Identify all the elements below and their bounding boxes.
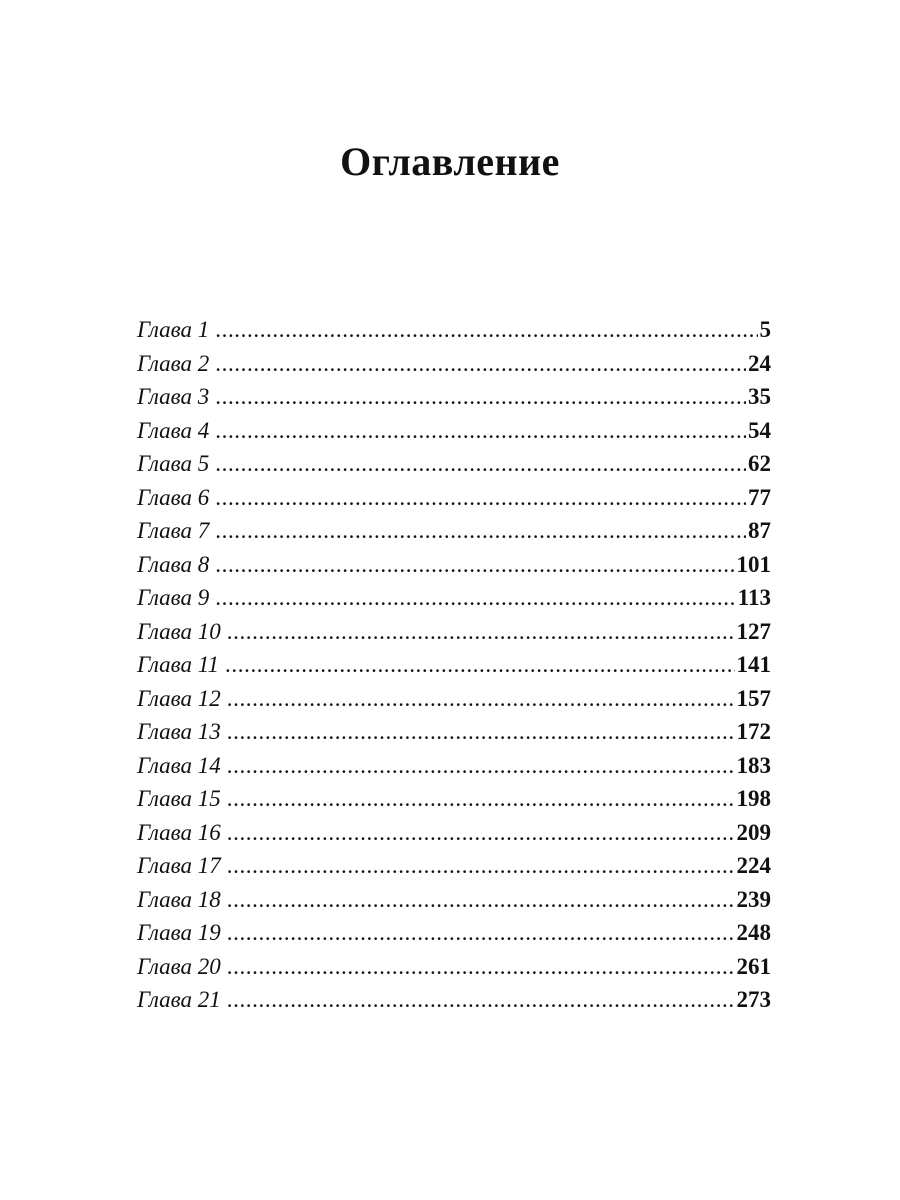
toc-dot-leader xyxy=(227,916,735,950)
toc-dot-leader xyxy=(225,648,734,682)
toc-page-number: 113 xyxy=(737,585,771,610)
toc-chapter-label: Глава 9 xyxy=(137,585,210,610)
toc-chapter-label: Глава 18 xyxy=(137,886,221,912)
toc-dot-leader xyxy=(227,816,735,850)
toc-chapter-label: Глава 20 xyxy=(137,953,221,979)
toc-chapter-label: Глава 17 xyxy=(137,853,221,878)
toc-dot-leader xyxy=(227,950,735,984)
toc-dot-leader xyxy=(227,682,735,716)
toc-page-number: 24 xyxy=(748,350,771,376)
toc-chapter-label: Глава 13 xyxy=(137,719,221,744)
toc-page-number: 248 xyxy=(736,920,771,945)
toc-chapter-label: Глава 8 xyxy=(137,551,210,577)
toc-dot-leader xyxy=(227,615,735,649)
toc-chapter-label: Глава 4 xyxy=(137,417,210,443)
toc-entry-chapter-18[interactable] xyxy=(137,883,771,917)
page-title: Оглавление xyxy=(340,139,560,184)
toc-page-number: 273 xyxy=(736,987,771,1012)
toc-chapter-label: Глава 21 xyxy=(137,987,221,1012)
toc-page-number: 127 xyxy=(736,618,771,644)
table-of-contents xyxy=(137,313,771,1017)
toc-chapter-label: Глава 1 xyxy=(137,317,210,342)
toc-dot-leader xyxy=(227,782,735,816)
toc-entry-chapter-12[interactable] xyxy=(137,682,771,716)
toc-page-number: 54 xyxy=(748,417,771,443)
toc-dot-leader xyxy=(227,983,735,1017)
toc-entry-chapter-7[interactable] xyxy=(137,514,771,548)
toc-chapter-label: Глава 5 xyxy=(137,451,210,476)
toc-page-number: 141 xyxy=(736,652,771,677)
toc-dot-leader xyxy=(215,414,746,448)
toc-entry-chapter-21[interactable] xyxy=(137,983,771,1017)
toc-page-number: 239 xyxy=(736,886,771,912)
toc-chapter-label: Глава 10 xyxy=(137,618,221,644)
toc-page-number: 157 xyxy=(736,685,771,711)
toc-page-number: 209 xyxy=(736,819,771,845)
toc-entry-chapter-20[interactable] xyxy=(137,950,771,984)
toc-page-number: 261 xyxy=(736,953,771,979)
toc-entry-chapter-16[interactable] xyxy=(137,816,771,850)
toc-chapter-label: Глава 12 xyxy=(137,685,221,711)
toc-dot-leader xyxy=(215,380,746,414)
toc-entry-chapter-11[interactable] xyxy=(137,648,771,682)
toc-chapter-label: Глава 14 xyxy=(137,752,221,778)
toc-entry-chapter-9[interactable] xyxy=(137,581,771,615)
toc-entry-chapter-13[interactable] xyxy=(137,715,771,749)
toc-entry-chapter-6[interactable] xyxy=(137,481,771,515)
toc-chapter-label: Глава 16 xyxy=(137,819,221,845)
toc-page-number: 87 xyxy=(748,518,771,543)
toc-dot-leader xyxy=(215,481,746,515)
toc-page-number: 5 xyxy=(759,317,771,342)
toc-page-number: 172 xyxy=(736,719,771,744)
toc-entry-chapter-2[interactable] xyxy=(137,347,771,381)
toc-entry-chapter-19[interactable] xyxy=(137,916,771,950)
toc-page-number: 101 xyxy=(736,551,771,577)
toc-page-number: 198 xyxy=(736,786,771,811)
toc-entry-chapter-8[interactable] xyxy=(137,548,771,582)
toc-chapter-label: Глава 19 xyxy=(137,920,221,945)
toc-entry-chapter-3[interactable] xyxy=(137,380,771,414)
toc-page-number: 224 xyxy=(736,853,771,878)
toc-entry-chapter-5[interactable] xyxy=(137,447,771,481)
toc-entry-chapter-10[interactable] xyxy=(137,615,771,649)
toc-dot-leader xyxy=(215,581,736,615)
toc-dot-leader xyxy=(215,514,746,548)
toc-page-number: 183 xyxy=(736,752,771,778)
toc-chapter-label: Глава 15 xyxy=(137,786,221,811)
toc-chapter-label: Глава 3 xyxy=(137,384,210,409)
toc-dot-leader xyxy=(215,548,734,582)
toc-chapter-label: Глава 11 xyxy=(137,652,220,677)
toc-dot-leader xyxy=(227,883,735,917)
toc-dot-leader xyxy=(227,715,735,749)
toc-dot-leader xyxy=(227,849,735,883)
toc-chapter-label: Глава 6 xyxy=(137,484,210,510)
toc-entry-chapter-4[interactable] xyxy=(137,414,771,448)
toc-dot-leader xyxy=(215,347,746,381)
toc-dot-leader xyxy=(215,447,746,481)
toc-entry-chapter-14[interactable] xyxy=(137,749,771,783)
toc-entry-chapter-1[interactable] xyxy=(137,313,771,347)
toc-entry-chapter-17[interactable] xyxy=(137,849,771,883)
toc-page-number: 77 xyxy=(748,484,771,510)
toc-chapter-label: Глава 7 xyxy=(137,518,210,543)
toc-page-number: 35 xyxy=(748,384,771,409)
toc-page-number: 62 xyxy=(748,451,771,476)
toc-dot-leader xyxy=(215,313,757,347)
toc-chapter-label: Глава 2 xyxy=(137,350,210,376)
toc-dot-leader xyxy=(227,749,735,783)
toc-entry-chapter-15[interactable] xyxy=(137,782,771,816)
